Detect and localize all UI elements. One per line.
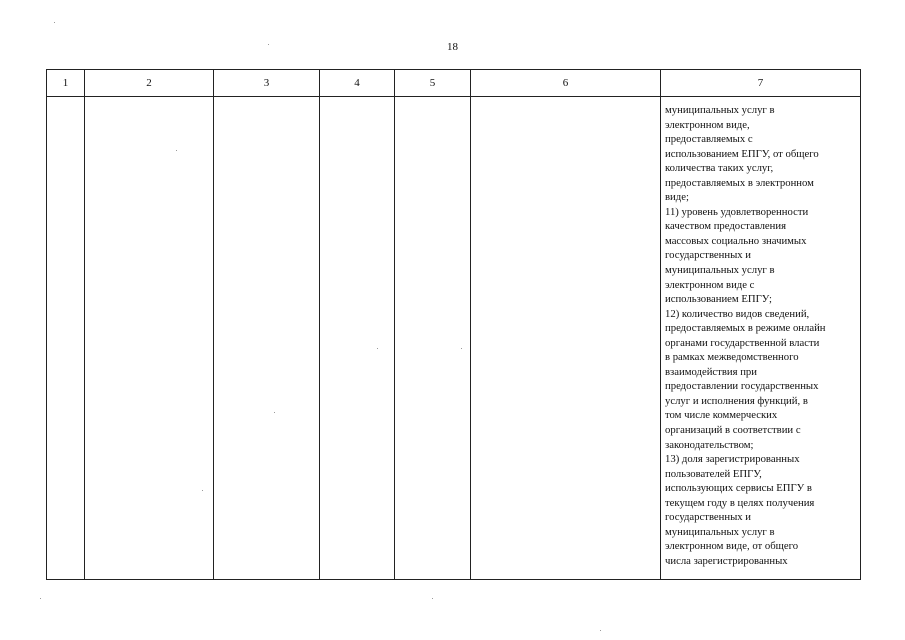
column-header-4: 4 (320, 70, 395, 97)
column-header-5: 5 (395, 70, 471, 97)
cell-col-1 (47, 97, 85, 580)
cell-text (214, 97, 319, 103)
cell-col-3 (214, 97, 320, 580)
data-table (46, 69, 861, 580)
scan-speck (600, 630, 601, 631)
scan-speck (268, 44, 269, 45)
table-header-row (47, 70, 861, 97)
cell-text-main: муниципальных услуг в электронном виде, предоставляемых с использованием ЕПГУ, от общего количества таких услуг, предоставляемых в электронном виде; 11) уровень удовлетворенности качеством предоставления массовых социально значимых государственных и муниципальных услуг в электронном виде с использованием ЕПГУ; 12) количество видов сведений, предоставляемых в режиме онлайн органами государственной власти в рамках межведомственного взаимодействия при предоставлении государственных услуг и исполнения функций, в том числе коммерческих организаций в соответствии с законодательством; 13) доля зарегистрированных пользователей ЕПГУ, использующих сервисы ЕПГУ в текущем году в целях получения государственных и муниципальных услуг в электронном виде, от общего числа зарегистрированных (665, 104, 826, 567)
cell-text (395, 97, 470, 103)
scan-speck (461, 348, 462, 349)
cell-col-7 (661, 97, 861, 580)
column-header-6: 6 (471, 70, 661, 97)
scan-speck (40, 598, 41, 599)
column-header-1: 1 (47, 70, 85, 97)
cell-col-5 (395, 97, 471, 580)
scan-speck (54, 22, 55, 23)
table-row (47, 97, 861, 580)
scan-speck (274, 412, 275, 413)
cell-col-6 (471, 97, 661, 580)
column-header-2: 2 (85, 70, 214, 97)
cell-text (471, 97, 660, 103)
scan-speck (202, 490, 203, 491)
scan-speck (432, 598, 433, 599)
cell-text (47, 97, 84, 103)
cell-col-4 (320, 97, 395, 580)
cell-col-2 (85, 97, 214, 580)
cell-text (85, 97, 213, 103)
scan-speck (377, 348, 378, 349)
column-header-7: 7 (661, 70, 861, 97)
scan-speck (176, 150, 177, 151)
column-header-3: 3 (214, 70, 320, 97)
page-number: 18 (447, 41, 458, 53)
cell-text (320, 97, 394, 103)
